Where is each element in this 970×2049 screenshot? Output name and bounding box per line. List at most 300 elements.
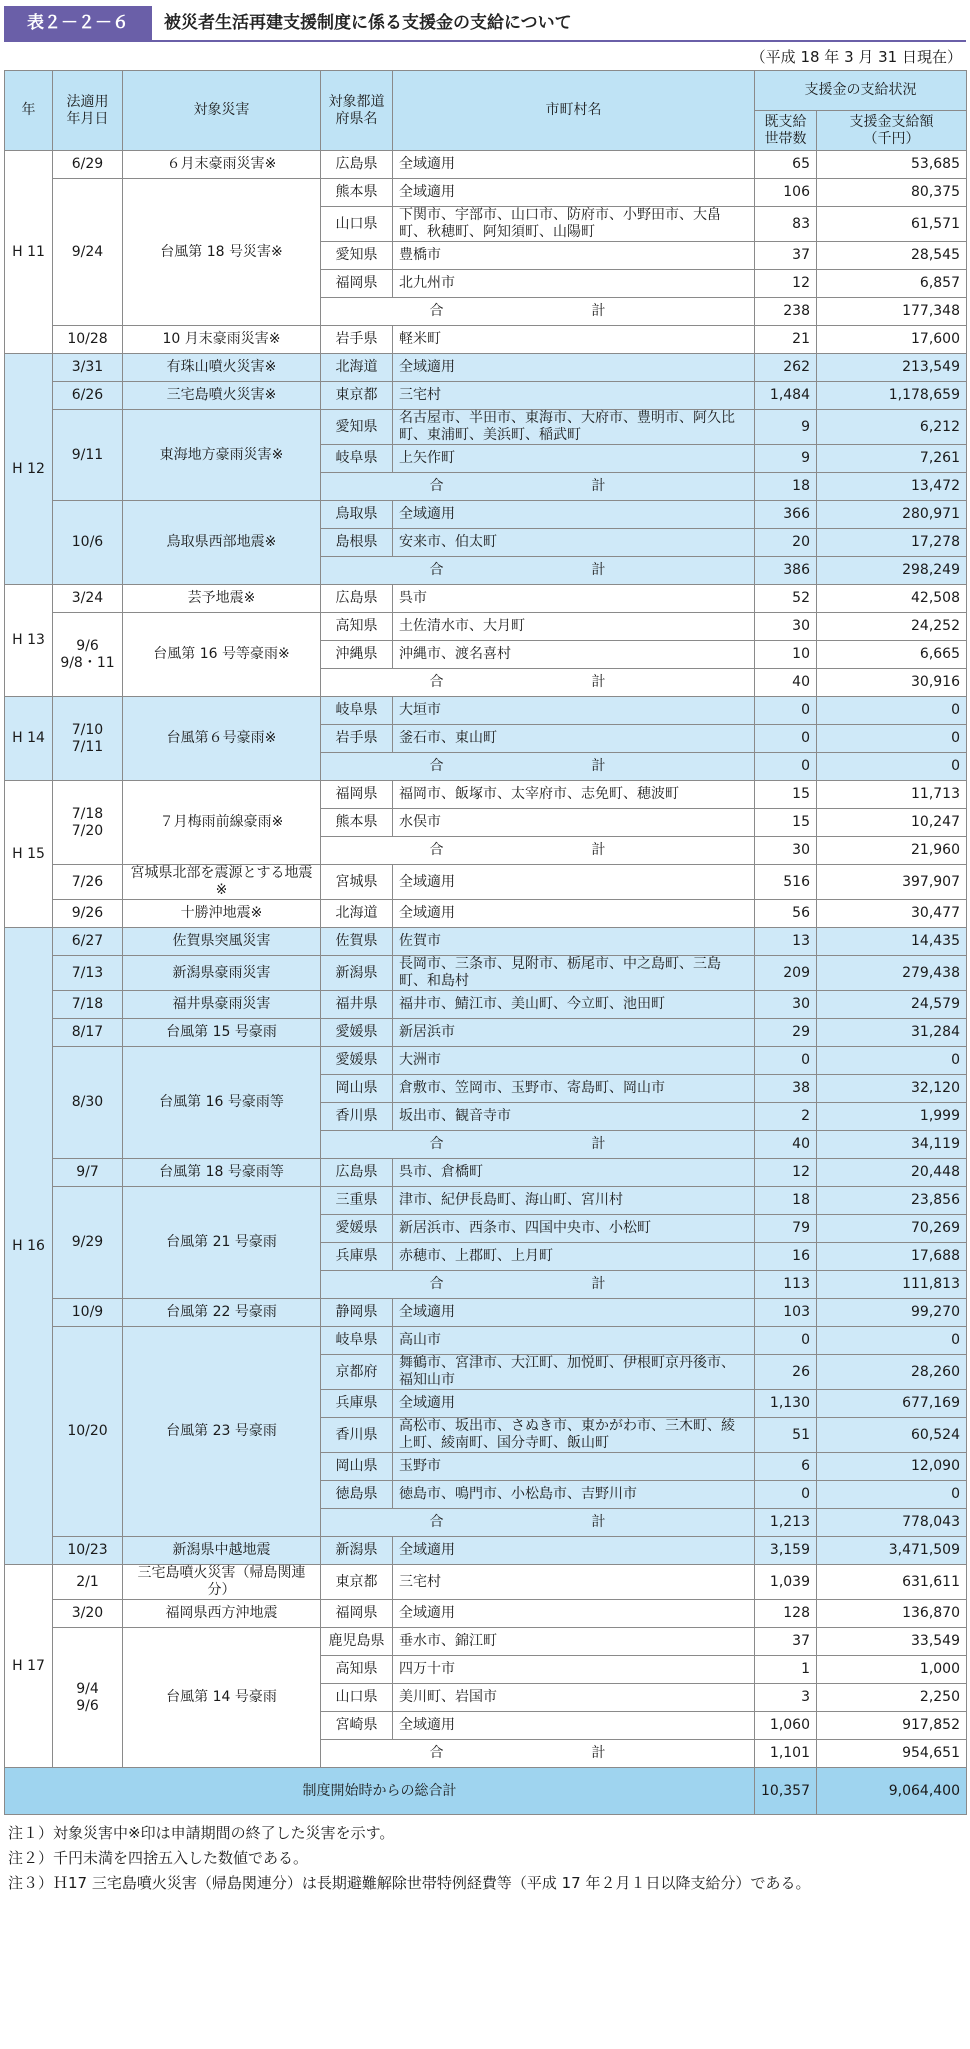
municipality-cell: 呉市 xyxy=(393,585,755,613)
prefecture-cell: 福岡県 xyxy=(321,1600,393,1628)
amount-cell: 20,448 xyxy=(817,1159,967,1187)
prefecture-cell: 北海道 xyxy=(321,354,393,382)
table-row xyxy=(5,1537,967,1565)
year-section xyxy=(5,151,967,354)
households-cell: 65 xyxy=(755,151,817,179)
year-cell: H 12 xyxy=(5,354,53,585)
disaster-cell: ６月末豪雨災害※ xyxy=(123,151,321,179)
municipality-cell: 長岡市、三条市、見附市、栃尾市、中之島町、三島町、和島村 xyxy=(393,956,755,991)
col-date: 法適用 年月日 xyxy=(53,71,123,151)
prefecture-cell: 新潟県 xyxy=(321,956,393,991)
households-cell: 209 xyxy=(755,956,817,991)
municipality-cell: 舞鶴市、宮津市、大江町、加悦町、伊根町京丹後市、福知山市 xyxy=(393,1355,755,1390)
households-cell: 51 xyxy=(755,1418,817,1453)
disaster-cell: 芸予地震※ xyxy=(123,585,321,613)
subtotal-households: 1,101 xyxy=(755,1740,817,1768)
table-row xyxy=(5,900,967,928)
prefecture-cell: 広島県 xyxy=(321,1159,393,1187)
amount-cell: 1,000 xyxy=(817,1656,967,1684)
col-municipality: 市町村名 xyxy=(393,71,755,151)
col-prefecture: 対象都道 府県名 xyxy=(321,71,393,151)
amount-cell: 24,579 xyxy=(817,991,967,1019)
table-row xyxy=(5,1019,967,1047)
households-cell: 37 xyxy=(755,1628,817,1656)
subtotal-amount: 778,043 xyxy=(817,1509,967,1537)
date-cell: 7/26 xyxy=(53,865,123,900)
disaster-cell: 台風第 23 号豪雨 xyxy=(123,1327,321,1537)
households-cell: 29 xyxy=(755,1019,817,1047)
households-cell: 56 xyxy=(755,900,817,928)
municipality-cell: 全域適用 xyxy=(393,501,755,529)
households-cell: 20 xyxy=(755,529,817,557)
date-cell: 9/29 xyxy=(53,1187,123,1299)
disaster-cell: 台風第 21 号豪雨 xyxy=(123,1187,321,1299)
disaster-cell: 台風第 22 号豪雨 xyxy=(123,1299,321,1327)
grand-total-row xyxy=(5,1768,967,1815)
amount-cell: 1,999 xyxy=(817,1103,967,1131)
households-cell: 103 xyxy=(755,1299,817,1327)
page xyxy=(4,6,966,1896)
note-2: 注２）千円未満を四捨五入した数値である。 xyxy=(8,1849,309,1867)
date-cell: 3/31 xyxy=(53,354,123,382)
subtotal-amount: 34,119 xyxy=(817,1131,967,1159)
households-cell: 1 xyxy=(755,1656,817,1684)
municipality-cell: 新居浜市 xyxy=(393,1019,755,1047)
date-cell: 7/18 xyxy=(53,991,123,1019)
prefecture-cell: 兵庫県 xyxy=(321,1390,393,1418)
subtotal-amount: 111,813 xyxy=(817,1271,967,1299)
municipality-cell: 玉野市 xyxy=(393,1453,755,1481)
col-year: 年 xyxy=(5,71,53,151)
amount-cell: 7,261 xyxy=(817,445,967,473)
municipality-cell: 土佐清水市、大月町 xyxy=(393,613,755,641)
subtotal-households: 0 xyxy=(755,753,817,781)
date-cell: 9/7 xyxy=(53,1159,123,1187)
households-cell: 516 xyxy=(755,865,817,900)
amount-cell: 0 xyxy=(817,697,967,725)
municipality-cell: 全域適用 xyxy=(393,179,755,207)
municipality-cell: 福岡市、飯塚市、太宰府市、志免町、穂波町 xyxy=(393,781,755,809)
municipality-cell: 全域適用 xyxy=(393,1712,755,1740)
prefecture-cell: 山口県 xyxy=(321,207,393,242)
households-cell: 128 xyxy=(755,1600,817,1628)
col-payment-status: 支援金の支給状況 xyxy=(755,71,967,111)
households-cell: 30 xyxy=(755,613,817,641)
municipality-cell: 全域適用 xyxy=(393,1537,755,1565)
households-cell: 13 xyxy=(755,928,817,956)
households-cell: 0 xyxy=(755,725,817,753)
prefecture-cell: 岐阜県 xyxy=(321,697,393,725)
date-cell: 7/10 7/11 xyxy=(53,697,123,781)
disaster-cell: 福岡県西方沖地震 xyxy=(123,1600,321,1628)
table-row xyxy=(5,410,967,445)
disaster-cell: 新潟県豪雨災害 xyxy=(123,956,321,991)
municipality-cell: 全域適用 xyxy=(393,900,755,928)
date-cell: 9/24 xyxy=(53,179,123,326)
year-cell: H 13 xyxy=(5,585,53,697)
col-disaster: 対象災害 xyxy=(123,71,321,151)
prefecture-cell: 香川県 xyxy=(321,1418,393,1453)
subtotal-households: 386 xyxy=(755,557,817,585)
table-row xyxy=(5,928,967,956)
support-payment-table xyxy=(4,70,967,1815)
municipality-cell: 三宅村 xyxy=(393,1565,755,1600)
prefecture-cell: 京都府 xyxy=(321,1355,393,1390)
municipality-cell: 三宅村 xyxy=(393,382,755,410)
municipality-cell: 高松市、坂出市、さぬき市、東かがわ市、三木町、綾上町、綾南町、国分寺町、飯山町 xyxy=(393,1418,755,1453)
households-cell: 6 xyxy=(755,1453,817,1481)
amount-cell: 28,260 xyxy=(817,1355,967,1390)
amount-cell: 31,284 xyxy=(817,1019,967,1047)
disaster-cell: 佐賀県突風災害 xyxy=(123,928,321,956)
households-cell: 10 xyxy=(755,641,817,669)
table-row xyxy=(5,1600,967,1628)
date-cell: 10/6 xyxy=(53,501,123,585)
prefecture-cell: 岩手県 xyxy=(321,725,393,753)
disaster-cell: 台風第 16 号等豪雨※ xyxy=(123,613,321,697)
amount-cell: 80,375 xyxy=(817,179,967,207)
table-row xyxy=(5,1299,967,1327)
prefecture-cell: 東京都 xyxy=(321,382,393,410)
prefecture-cell: 愛媛県 xyxy=(321,1215,393,1243)
table-row xyxy=(5,179,967,207)
year-cell: H 17 xyxy=(5,1565,53,1768)
table-row xyxy=(5,501,967,529)
prefecture-cell: 沖縄県 xyxy=(321,641,393,669)
households-cell: 0 xyxy=(755,697,817,725)
amount-cell: 70,269 xyxy=(817,1215,967,1243)
amount-cell: 0 xyxy=(817,1327,967,1355)
disaster-cell: 有珠山噴火災害※ xyxy=(123,354,321,382)
municipality-cell: 北九州市 xyxy=(393,270,755,298)
households-cell: 15 xyxy=(755,809,817,837)
grand-total-amount: 9,064,400 xyxy=(817,1768,967,1815)
amount-cell: 33,549 xyxy=(817,1628,967,1656)
subtotal-amount: 177,348 xyxy=(817,298,967,326)
date-cell: 6/29 xyxy=(53,151,123,179)
amount-cell: 99,270 xyxy=(817,1299,967,1327)
date-cell: 7/13 xyxy=(53,956,123,991)
table-row xyxy=(5,585,967,613)
prefecture-cell: 静岡県 xyxy=(321,1299,393,1327)
municipality-cell: 豊橋市 xyxy=(393,242,755,270)
amount-cell: 17,278 xyxy=(817,529,967,557)
table-row xyxy=(5,697,967,725)
year-cell: H 16 xyxy=(5,928,53,1565)
subtotal-label: 合 計 xyxy=(321,473,755,501)
households-cell: 16 xyxy=(755,1243,817,1271)
households-cell: 3 xyxy=(755,1684,817,1712)
households-cell: 0 xyxy=(755,1327,817,1355)
prefecture-cell: 福岡県 xyxy=(321,270,393,298)
municipality-cell: 上矢作町 xyxy=(393,445,755,473)
municipality-cell: 釜石市、東山町 xyxy=(393,725,755,753)
municipality-cell: 全域適用 xyxy=(393,1600,755,1628)
amount-cell: 24,252 xyxy=(817,613,967,641)
table-row xyxy=(5,781,967,809)
amount-cell: 6,665 xyxy=(817,641,967,669)
households-cell: 79 xyxy=(755,1215,817,1243)
municipality-cell: 垂水市、錦江町 xyxy=(393,1628,755,1656)
disaster-cell: 台風第 16 号豪雨等 xyxy=(123,1047,321,1159)
prefecture-cell: 岡山県 xyxy=(321,1075,393,1103)
table-row xyxy=(5,354,967,382)
subtotal-households: 1,213 xyxy=(755,1509,817,1537)
prefecture-cell: 岡山県 xyxy=(321,1453,393,1481)
table-header xyxy=(5,71,967,151)
disaster-cell: 東海地方豪雨災害※ xyxy=(123,410,321,501)
municipality-cell: 佐賀市 xyxy=(393,928,755,956)
date-cell: 7/18 7/20 xyxy=(53,781,123,865)
table-row xyxy=(5,865,967,900)
households-cell: 0 xyxy=(755,1047,817,1075)
municipality-cell: 高山市 xyxy=(393,1327,755,1355)
disaster-cell: 宮城県北部を震源とする地震※ xyxy=(123,865,321,900)
prefecture-cell: 熊本県 xyxy=(321,809,393,837)
prefecture-cell: 東京都 xyxy=(321,1565,393,1600)
disaster-cell: 台風第 18 号豪雨等 xyxy=(123,1159,321,1187)
prefecture-cell: 福井県 xyxy=(321,991,393,1019)
date-cell: 10/9 xyxy=(53,1299,123,1327)
date-cell: 8/17 xyxy=(53,1019,123,1047)
prefecture-cell: 高知県 xyxy=(321,1656,393,1684)
households-cell: 12 xyxy=(755,1159,817,1187)
year-cell: H 15 xyxy=(5,781,53,928)
prefecture-cell: 宮城県 xyxy=(321,865,393,900)
amount-cell: 0 xyxy=(817,1481,967,1509)
subtotal-amount: 298,249 xyxy=(817,557,967,585)
amount-cell: 14,435 xyxy=(817,928,967,956)
year-cell: H 14 xyxy=(5,697,53,781)
subtotal-households: 18 xyxy=(755,473,817,501)
prefecture-cell: 広島県 xyxy=(321,151,393,179)
date-cell: 9/6 9/8・11 xyxy=(53,613,123,697)
households-cell: 9 xyxy=(755,445,817,473)
municipality-cell: 呉市、倉橋町 xyxy=(393,1159,755,1187)
amount-cell: 0 xyxy=(817,1047,967,1075)
households-cell: 0 xyxy=(755,1481,817,1509)
col-amount: 支援金支給額 （千円） xyxy=(817,111,967,151)
note-1: 注１）対象災害中※印は申請期間の終了した災害を示す。 xyxy=(8,1824,395,1842)
prefecture-cell: 兵庫県 xyxy=(321,1243,393,1271)
date-cell: 6/27 xyxy=(53,928,123,956)
households-cell: 15 xyxy=(755,781,817,809)
table-row xyxy=(5,1047,967,1075)
table-row xyxy=(5,1628,967,1656)
date-cell: 9/4 9/6 xyxy=(53,1628,123,1768)
municipality-cell: 全域適用 xyxy=(393,354,755,382)
table-row xyxy=(5,1327,967,1355)
prefecture-cell: 福岡県 xyxy=(321,781,393,809)
municipality-cell: 四万十市 xyxy=(393,1656,755,1684)
subtotal-label: 合 計 xyxy=(321,669,755,697)
prefecture-cell: 愛知県 xyxy=(321,242,393,270)
table-row xyxy=(5,991,967,1019)
amount-cell: 3,471,509 xyxy=(817,1537,967,1565)
municipality-cell: 津市、紀伊長島町、海山町、宮川村 xyxy=(393,1187,755,1215)
disaster-cell: ７月梅雨前線豪雨※ xyxy=(123,781,321,865)
municipality-cell: 安来市、伯太町 xyxy=(393,529,755,557)
date-cell: 10/20 xyxy=(53,1327,123,1537)
subtotal-label: 合 計 xyxy=(321,1131,755,1159)
amount-cell: 280,971 xyxy=(817,501,967,529)
date-cell: 3/24 xyxy=(53,585,123,613)
table-row xyxy=(5,613,967,641)
subtotal-amount: 13,472 xyxy=(817,473,967,501)
disaster-cell: 三宅島噴火災害※ xyxy=(123,382,321,410)
prefecture-cell: 岐阜県 xyxy=(321,1327,393,1355)
amount-cell: 32,120 xyxy=(817,1075,967,1103)
prefecture-cell: 佐賀県 xyxy=(321,928,393,956)
municipality-cell: 沖縄市、渡名喜村 xyxy=(393,641,755,669)
amount-cell: 677,169 xyxy=(817,1390,967,1418)
amount-cell: 42,508 xyxy=(817,585,967,613)
as-of-date: （平成 18 年 3 月 31 日現在） xyxy=(750,48,962,66)
prefecture-cell: 三重県 xyxy=(321,1187,393,1215)
municipality-cell: 徳島市、鳴門市、小松島市、吉野川市 xyxy=(393,1481,755,1509)
amount-cell: 10,247 xyxy=(817,809,967,837)
date-cell: 9/26 xyxy=(53,900,123,928)
amount-cell: 6,857 xyxy=(817,270,967,298)
municipality-cell: 水俣市 xyxy=(393,809,755,837)
subtotal-label: 合 計 xyxy=(321,1271,755,1299)
prefecture-cell: 北海道 xyxy=(321,900,393,928)
prefecture-cell: 岩手県 xyxy=(321,326,393,354)
amount-cell: 23,856 xyxy=(817,1187,967,1215)
prefecture-cell: 愛媛県 xyxy=(321,1047,393,1075)
amount-cell: 397,907 xyxy=(817,865,967,900)
municipality-cell: 大垣市 xyxy=(393,697,755,725)
table-row xyxy=(5,1565,967,1600)
grand-total-label: 制度開始時からの総合計 xyxy=(5,1768,755,1815)
table-row xyxy=(5,151,967,179)
prefecture-cell: 香川県 xyxy=(321,1103,393,1131)
households-cell: 37 xyxy=(755,242,817,270)
table-row xyxy=(5,956,967,991)
households-cell: 26 xyxy=(755,1355,817,1390)
amount-cell: 213,549 xyxy=(817,354,967,382)
households-cell: 12 xyxy=(755,270,817,298)
table-title: 被災者生活再建支援制度に係る支援金の支給について xyxy=(164,13,572,33)
prefecture-cell: 熊本県 xyxy=(321,179,393,207)
municipality-cell: 全域適用 xyxy=(393,865,755,900)
date-cell: 10/23 xyxy=(53,1537,123,1565)
amount-cell: 17,688 xyxy=(817,1243,967,1271)
prefecture-cell: 鳥取県 xyxy=(321,501,393,529)
amount-cell: 136,870 xyxy=(817,1600,967,1628)
date-cell: 9/11 xyxy=(53,410,123,501)
year-section xyxy=(5,1565,967,1768)
year-section xyxy=(5,928,967,1565)
grand-total-section xyxy=(5,1768,967,1815)
subtotal-label: 合 計 xyxy=(321,753,755,781)
disaster-cell: 台風第 18 号災害※ xyxy=(123,179,321,326)
amount-cell: 30,477 xyxy=(817,900,967,928)
amount-cell: 6,212 xyxy=(817,410,967,445)
disaster-cell: 三宅島噴火災害（帰島関連分） xyxy=(123,1565,321,1600)
date-cell: 2/1 xyxy=(53,1565,123,1600)
disaster-cell: 台風第６号豪雨※ xyxy=(123,697,321,781)
year-cell: H 11 xyxy=(5,151,53,354)
households-cell: 2 xyxy=(755,1103,817,1131)
households-cell: 38 xyxy=(755,1075,817,1103)
amount-cell: 61,571 xyxy=(817,207,967,242)
prefecture-cell: 愛媛県 xyxy=(321,1019,393,1047)
municipality-cell: 全域適用 xyxy=(393,1299,755,1327)
subtotal-label: 合 計 xyxy=(321,298,755,326)
households-cell: 83 xyxy=(755,207,817,242)
date-cell: 10/28 xyxy=(53,326,123,354)
households-cell: 52 xyxy=(755,585,817,613)
amount-cell: 11,713 xyxy=(817,781,967,809)
subtotal-label: 合 計 xyxy=(321,1509,755,1537)
municipality-cell: 大洲市 xyxy=(393,1047,755,1075)
subtotal-amount: 954,651 xyxy=(817,1740,967,1768)
households-cell: 366 xyxy=(755,501,817,529)
title-bar xyxy=(4,6,966,42)
municipality-cell: 名古屋市、半田市、東海市、大府市、豊明市、阿久比町、東浦町、美浜町、稲武町 xyxy=(393,410,755,445)
table-row xyxy=(5,1159,967,1187)
table-row xyxy=(5,382,967,410)
households-cell: 106 xyxy=(755,179,817,207)
municipality-cell: 坂出市、観音寺市 xyxy=(393,1103,755,1131)
prefecture-cell: 愛知県 xyxy=(321,410,393,445)
municipality-cell: 新居浜市、西条市、四国中央市、小松町 xyxy=(393,1215,755,1243)
date-cell: 3/20 xyxy=(53,1600,123,1628)
prefecture-cell: 高知県 xyxy=(321,613,393,641)
note-3: 注３）Ｈ17 三宅島噴火災害（帰島関連分）は長期避難解除世帯特例経費等（平成 17 年２月１日以降支給分）である。 xyxy=(8,1874,811,1892)
subtotal-households: 40 xyxy=(755,1131,817,1159)
notes xyxy=(4,1821,966,1896)
grand-total-households: 10,357 xyxy=(755,1768,817,1815)
amount-cell: 17,600 xyxy=(817,326,967,354)
year-section xyxy=(5,781,967,928)
disaster-cell: 鳥取県西部地震※ xyxy=(123,501,321,585)
table-row xyxy=(5,1187,967,1215)
households-cell: 1,484 xyxy=(755,382,817,410)
households-cell: 30 xyxy=(755,991,817,1019)
municipality-cell: 美川町、岩国市 xyxy=(393,1684,755,1712)
table-number-badge: 表２－２－６ xyxy=(4,6,152,40)
disaster-cell: 新潟県中越地震 xyxy=(123,1537,321,1565)
amount-cell: 1,178,659 xyxy=(817,382,967,410)
prefecture-cell: 岐阜県 xyxy=(321,445,393,473)
municipality-cell: 赤穂市、上郡町、上月町 xyxy=(393,1243,755,1271)
municipality-cell: 全域適用 xyxy=(393,1390,755,1418)
amount-cell: 917,852 xyxy=(817,1712,967,1740)
disaster-cell: 台風第 14 号豪雨 xyxy=(123,1628,321,1768)
subtotal-households: 30 xyxy=(755,837,817,865)
households-cell: 262 xyxy=(755,354,817,382)
households-cell: 1,060 xyxy=(755,1712,817,1740)
prefecture-cell: 宮崎県 xyxy=(321,1712,393,1740)
prefecture-cell: 島根県 xyxy=(321,529,393,557)
households-cell: 3,159 xyxy=(755,1537,817,1565)
col-households: 既支給 世帯数 xyxy=(755,111,817,151)
households-cell: 9 xyxy=(755,410,817,445)
prefecture-cell: 広島県 xyxy=(321,585,393,613)
prefecture-cell: 山口県 xyxy=(321,1684,393,1712)
subtotal-label: 合 計 xyxy=(321,557,755,585)
amount-cell: 28,545 xyxy=(817,242,967,270)
disaster-cell: 福井県豪雨災害 xyxy=(123,991,321,1019)
year-section xyxy=(5,585,967,697)
year-section xyxy=(5,697,967,781)
households-cell: 21 xyxy=(755,326,817,354)
prefecture-cell: 鹿児島県 xyxy=(321,1628,393,1656)
subtotal-label: 合 計 xyxy=(321,1740,755,1768)
amount-cell: 60,524 xyxy=(817,1418,967,1453)
